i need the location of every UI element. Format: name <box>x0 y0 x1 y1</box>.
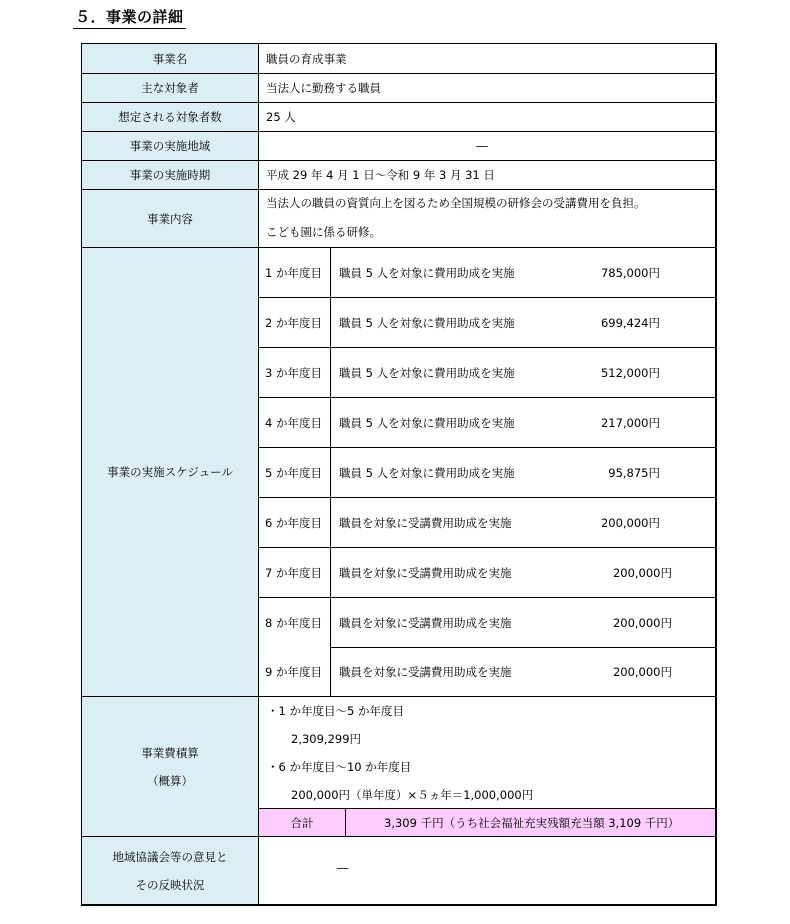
schedule-year: 9 か年度目 <box>259 647 331 697</box>
label-content: 事業内容 <box>82 190 259 248</box>
schedule-row <box>331 647 716 697</box>
schedule-description: 職員 5 人を対象に費用助成を実施 <box>339 465 515 480</box>
label-cost-line-2: （概算） <box>147 773 193 788</box>
schedule-year: 4 か年度目 <box>259 398 331 448</box>
content-line-2: こども園に係る研修。 <box>266 225 381 239</box>
label-area: 事業の実施地域 <box>82 132 259 161</box>
schedule-row <box>331 348 716 398</box>
schedule-description: 職員を対象に受講費用助成を実施 <box>339 615 512 630</box>
schedule-amount: 95,875円 <box>608 465 660 480</box>
schedule-amount: 200,000円 <box>612 664 672 679</box>
schedule-row <box>331 448 716 498</box>
cost-line-3: ・6 か年度目～10 か年度目 <box>267 760 412 774</box>
schedule-amount: 785,000円 <box>600 265 660 280</box>
cost-line-2: 2,309,299円 <box>291 732 362 746</box>
schedule-description: 職員を対象に受講費用助成を実施 <box>339 664 512 679</box>
schedule-amount: 217,000円 <box>600 415 660 430</box>
value-opinion <box>259 837 716 905</box>
schedule-row <box>331 298 716 348</box>
schedule-amount: 200,000円 <box>600 515 660 530</box>
value-period: 平成 29 年 4 月 1 日～令和 9 年 3 月 31 日 <box>259 161 716 190</box>
content-line-1: 当法人の職員の資質向上を図るため全国規模の研修会の受講費用を負担。 <box>266 196 646 210</box>
label-target-count: 想定される対象者数 <box>82 103 259 132</box>
label-period: 事業の実施時期 <box>82 161 259 190</box>
schedule-row <box>331 598 716 648</box>
schedule-amount: 200,000円 <box>612 615 672 630</box>
schedule-description: 職員 5 人を対象に費用助成を実施 <box>339 315 515 330</box>
schedule-description: 職員 5 人を対象に費用助成を実施 <box>339 365 515 380</box>
label-opinion-line-1: 地域協議会等の意見と <box>112 849 228 864</box>
schedule-year: 3 か年度目 <box>259 348 331 398</box>
cost-line-1: ・1 か年度目～5 か年度目 <box>267 704 404 718</box>
cost-line-4: 200,000円（単年度）×５ヵ年＝1,000,000円 <box>291 788 534 802</box>
label-opinion <box>82 837 259 905</box>
value-opinion-dash: ― <box>337 861 349 875</box>
value-area: ― <box>259 132 716 161</box>
label-target: 主な対象者 <box>82 74 259 103</box>
section-title: ５．事業の詳細 <box>73 6 186 29</box>
schedule-year: 8 か年度目 <box>259 598 331 648</box>
schedule-year: 6 か年度目 <box>259 498 331 548</box>
schedule-row <box>331 498 716 548</box>
schedule-description: 職員 5 人を対象に費用助成を実施 <box>339 415 515 430</box>
value-target-count: 25 人 <box>259 103 716 132</box>
schedule-amount: 200,000円 <box>612 565 672 580</box>
value-project-name: 職員の育成事業 <box>259 44 716 74</box>
schedule-description: 職員を対象に受講費用助成を実施 <box>339 515 512 530</box>
schedule-row <box>331 548 716 598</box>
label-cost-line-1: 事業費積算 <box>141 745 199 760</box>
schedule-row <box>331 248 716 298</box>
cost-breakdown <box>259 697 716 809</box>
total-value: 3,309 千円（うち社会福祉充実残額充当額 3,109 千円） <box>346 809 716 837</box>
label-schedule: 事業の実施スケジュール <box>82 248 259 697</box>
schedule-year: 1 か年度目 <box>259 248 331 298</box>
label-cost <box>82 697 259 837</box>
schedule-amount: 699,424円 <box>600 315 660 330</box>
value-target: 当法人に勤務する職員 <box>259 74 716 103</box>
schedule-year: 7 か年度目 <box>259 548 331 598</box>
label-project-name: 事業名 <box>82 44 259 74</box>
label-opinion-line-2: その反映状況 <box>135 877 205 892</box>
schedule-year: 5 か年度目 <box>259 448 331 498</box>
total-label: 合計 <box>259 809 346 837</box>
schedule-year: 2 か年度目 <box>259 298 331 348</box>
schedule-row <box>331 398 716 448</box>
schedule-description: 職員 5 人を対象に費用助成を実施 <box>339 265 515 280</box>
value-content <box>259 190 716 248</box>
schedule-description: 職員を対象に受講費用助成を実施 <box>339 565 512 580</box>
schedule-amount: 512,000円 <box>600 365 660 380</box>
project-detail-table <box>81 43 717 906</box>
